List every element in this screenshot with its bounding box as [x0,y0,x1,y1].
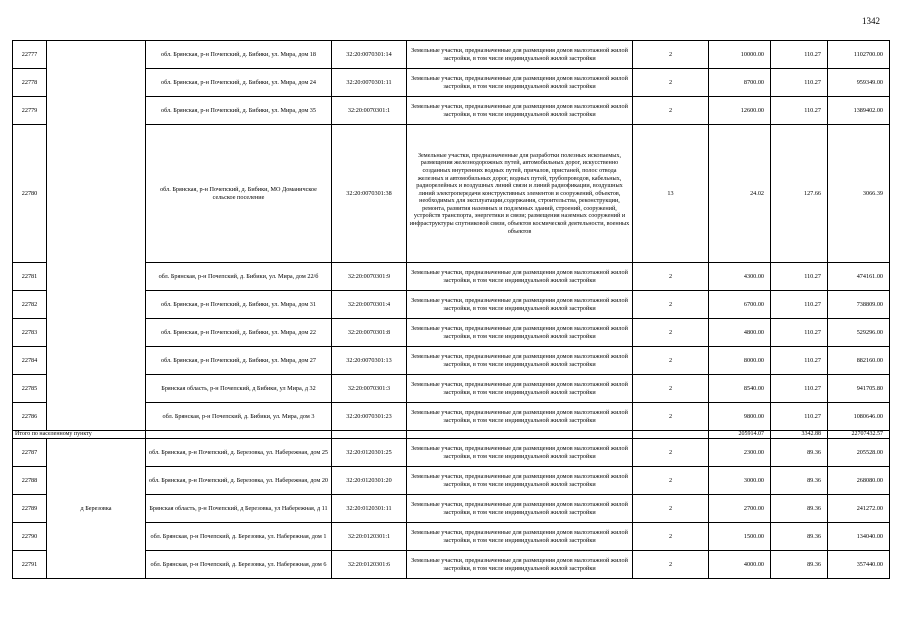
parcel-area: 4300.00 [709,263,771,291]
specific-value: 89.36 [771,495,828,523]
parcel-address: Брянская область, р-н Почепский, д Березовка, ул Набережная, д 11 [146,495,332,523]
land-use-description: Земельные участки, предназначенные для размещения домов малоэтажной жилой застройки, в том числе индивидуальной жилой застройки [407,69,633,97]
parcel-address: обл. Брянская, р-н Почепский, д. Бибики, ул. Мира, дом 31 [146,291,332,319]
cadastral-value: 474161.00 [828,263,890,291]
parcel-area: 24.02 [709,125,771,263]
specific-value: 127.66 [771,125,828,263]
parcel-address: обл. Брянская, р-н Почепский, д. Бибики, ул. Мира, дом 24 [146,69,332,97]
parcel-number: 22781 [13,263,47,291]
land-use-group: 13 [633,125,709,263]
cadastral-number: 32:20:0120301:1 [332,523,407,551]
land-use-description: Земельные участки, предназначенные для размещения домов малоэтажной жилой застройки, в том числе индивидуальной жилой застройки [407,467,633,495]
parcel-area: 1500.00 [709,523,771,551]
land-use-group: 2 [633,467,709,495]
parcel-number: 22780 [13,125,47,263]
parcel-number: 22788 [13,467,47,495]
specific-value: 110.27 [771,319,828,347]
land-use-description: Земельные участки, предназначенные для размещения домов малоэтажной жилой застройки, в том числе индивидуальной жилой застройки [407,263,633,291]
land-use-group: 2 [633,41,709,69]
parcel-area: 3000.00 [709,467,771,495]
parcel-area: 4000.00 [709,551,771,579]
parcel-number: 22789 [13,495,47,523]
cadastral-value: 1389402.00 [828,97,890,125]
total-row [13,431,890,439]
cadastral-value: 738809.00 [828,291,890,319]
cadastral-value: 268080.00 [828,467,890,495]
land-use-group: 2 [633,523,709,551]
land-use-description: Земельные участки, предназначенные для размещения домов малоэтажной жилой застройки, в том числе индивидуальной жилой застройки [407,291,633,319]
specific-value: 110.27 [771,375,828,403]
parcel-address: обл. Брянская, р-н Почепский, д. Бибики, ул. Мира, дом 22/б [146,263,332,291]
parcel-number: 22784 [13,347,47,375]
cadastral-value: 882160.00 [828,347,890,375]
table-row [13,41,890,69]
parcel-address: Брянская область, р-н Почепский, д Бибики, ул Мира, д 32 [146,375,332,403]
specific-value: 110.27 [771,347,828,375]
settlement-cell [47,41,146,431]
land-use-description: Земельные участки, предназначенные для размещения домов малоэтажной жилой застройки, в том числе индивидуальной жилой застройки [407,403,633,431]
settlement-name: д Березовка [47,439,146,579]
cadastral-number: 32:20:0120301:11 [332,495,407,523]
parcel-address: обл. Брянская, р-н Почепский, д. Бибики, ул. Мира, дом 22 [146,319,332,347]
cadastral-value: 357440.00 [828,551,890,579]
parcel-address: обл. Брянская, р-н Почепский, д. Березовка, ул. Набережная, дом 6 [146,551,332,579]
total-value: 22707432.57 [828,431,890,439]
land-use-description: Земельные участки, предназначенные для размещения домов малоэтажной жилой застройки, в том числе индивидуальной жилой застройки [407,347,633,375]
land-use-group: 2 [633,347,709,375]
parcel-number: 22786 [13,403,47,431]
cadastral-number: 32:20:0070301:11 [332,69,407,97]
parcel-address: обл. Брянская, р-н Почепский, д. Березовка, ул. Набережная, дом 25 [146,439,332,467]
cadastral-value: 941705.80 [828,375,890,403]
specific-value: 89.36 [771,551,828,579]
cadastral-value: 1080646.00 [828,403,890,431]
land-use-description: Земельные участки, предназначенные для размещения домов малоэтажной жилой застройки, в том числе индивидуальной жилой застройки [407,319,633,347]
specific-value: 89.36 [771,523,828,551]
parcel-number: 22779 [13,97,47,125]
land-use-description: Земельные участки, предназначенные для размещения домов малоэтажной жилой застройки, в том числе индивидуальной жилой застройки [407,41,633,69]
parcel-number: 22783 [13,319,47,347]
specific-value: 110.27 [771,291,828,319]
land-use-description: Земельные участки, предназначенные для размещения домов малоэтажной жилой застройки, в том числе индивидуальной жилой застройки [407,551,633,579]
total-area: 205914.07 [709,431,771,439]
parcel-number: 22787 [13,439,47,467]
land-use-description: Земельные участки, предназначенные для размещения домов малоэтажной жилой застройки, в том числе индивидуальной жилой застройки [407,439,633,467]
specific-value: 110.27 [771,69,828,97]
land-use-group: 2 [633,495,709,523]
cadastral-value: 241272.00 [828,495,890,523]
parcel-number: 22790 [13,523,47,551]
land-use-description: Земельные участки, предназначенные для размещения домов малоэтажной жилой застройки, в том числе индивидуальной жилой застройки [407,523,633,551]
cadastral-value: 529296.00 [828,319,890,347]
parcel-address: обл. Брянская, р-н Почепский, д. Березовка, ул. Набережная, дом 1 [146,523,332,551]
specific-value: 110.27 [771,263,828,291]
parcel-area: 2700.00 [709,495,771,523]
land-use-group: 2 [633,263,709,291]
land-use-group: 2 [633,69,709,97]
land-use-group: 2 [633,97,709,125]
table-section-berezovka [13,439,890,579]
cadastral-value: 3066.39 [828,125,890,263]
specific-value: 89.36 [771,467,828,495]
cadastral-value: 205528.00 [828,439,890,467]
land-use-group: 2 [633,291,709,319]
parcel-address: обл. Брянская, р-н Почепский, д. Бибики, ул. Мира, дом 3 [146,403,332,431]
table-row [13,439,890,467]
cadastral-number: 32:20:0070301:1 [332,97,407,125]
cadastral-number: 32:20:0070301:9 [332,263,407,291]
parcel-address: обл. Брянская, р-н Почепский, д. Бибики, ул. Мира, дом 18 [146,41,332,69]
parcel-number: 22791 [13,551,47,579]
land-use-description: Земельные участки, предназначенные для разработки полезных ископаемых, размещения железнодорожных путей, автомобильных дорог, искусственно созданных внутренних водных путей, причалов, пристаней, полос отвода железных и автомобильных дорог, водных путей, трубопроводов, кабельных, радиорелейных и воздушных линий связи и линий радиофикации, воздушных линий электропередачи конструктивных элементов и сооружений, объектов, необходимых для эксплуатации,содержания, строительства, реконструкции, ремонта, развития наземных и подземных зданий, строений, сооружений, устройств транспорта, энергетики и связи; размещения наземных сооружений и инфраструктуры спутниковой связи, объектов космической деятельности, военных объектов [407,125,633,263]
table-section-total [13,431,890,439]
cadastral-number: 32:20:0120301:6 [332,551,407,579]
page-number: 1342 [862,16,880,26]
cadastral-value: 1102700.00 [828,41,890,69]
cadastral-number: 32:20:0070301:38 [332,125,407,263]
cadastral-number: 32:20:0070301:4 [332,291,407,319]
land-use-group: 2 [633,551,709,579]
parcel-area: 6700.00 [709,291,771,319]
cadastral-number: 32:20:0070301:13 [332,347,407,375]
parcel-area: 8000.00 [709,347,771,375]
parcel-number: 22785 [13,375,47,403]
parcel-area: 12600.00 [709,97,771,125]
land-use-group: 2 [633,403,709,431]
parcel-area: 2300.00 [709,439,771,467]
parcel-area: 9800.00 [709,403,771,431]
parcel-area: 8700.00 [709,69,771,97]
land-use-group: 2 [633,319,709,347]
cadastral-value: 959349.00 [828,69,890,97]
parcel-number: 22778 [13,69,47,97]
specific-value: 110.27 [771,41,828,69]
cadastral-number: 32:20:0070301:23 [332,403,407,431]
parcel-address: обл. Брянская, р-н Почепский, д. Бибики, ул. Мира, дом 35 [146,97,332,125]
cadastral-value: 134040.00 [828,523,890,551]
land-use-description: Земельные участки, предназначенные для размещения домов малоэтажной жилой застройки, в том числе индивидуальной жилой застройки [407,97,633,125]
land-use-description: Земельные участки, предназначенные для размещения домов малоэтажной жилой застройки, в том числе индивидуальной жилой застройки [407,495,633,523]
parcel-area: 8540.00 [709,375,771,403]
total-rate: 3342.88 [771,431,828,439]
parcel-number: 22782 [13,291,47,319]
specific-value: 110.27 [771,403,828,431]
specific-value: 110.27 [771,97,828,125]
specific-value: 89.36 [771,439,828,467]
table-section-bibiki [13,41,890,431]
parcel-area: 10000.00 [709,41,771,69]
land-use-group: 2 [633,439,709,467]
cadastral-number: 32:20:0120301:25 [332,439,407,467]
parcel-address: обл. Брянская, р-н Почепский, д. Березовка, ул. Набережная, дом 20 [146,467,332,495]
parcel-address: обл. Брянская, р-н Почепский, д. Бибики, ул. Мира, дом 27 [146,347,332,375]
cadastral-number: 32:20:0070301:8 [332,319,407,347]
cadastral-number: 32:20:0070301:14 [332,41,407,69]
cadastral-value-table [12,40,890,579]
total-label: Итого по населенному пункту [13,431,146,439]
cadastral-number: 32:20:0120301:20 [332,467,407,495]
cadastral-number: 32:20:0070301:3 [332,375,407,403]
land-use-group: 2 [633,375,709,403]
parcel-area: 4800.00 [709,319,771,347]
parcel-number: 22777 [13,41,47,69]
land-use-description: Земельные участки, предназначенные для размещения домов малоэтажной жилой застройки, в том числе индивидуальной жилой застройки [407,375,633,403]
parcel-address: обл. Брянская, р-н Почепский, д. Бибики, МО Доманичское сельское поселение [146,125,332,263]
